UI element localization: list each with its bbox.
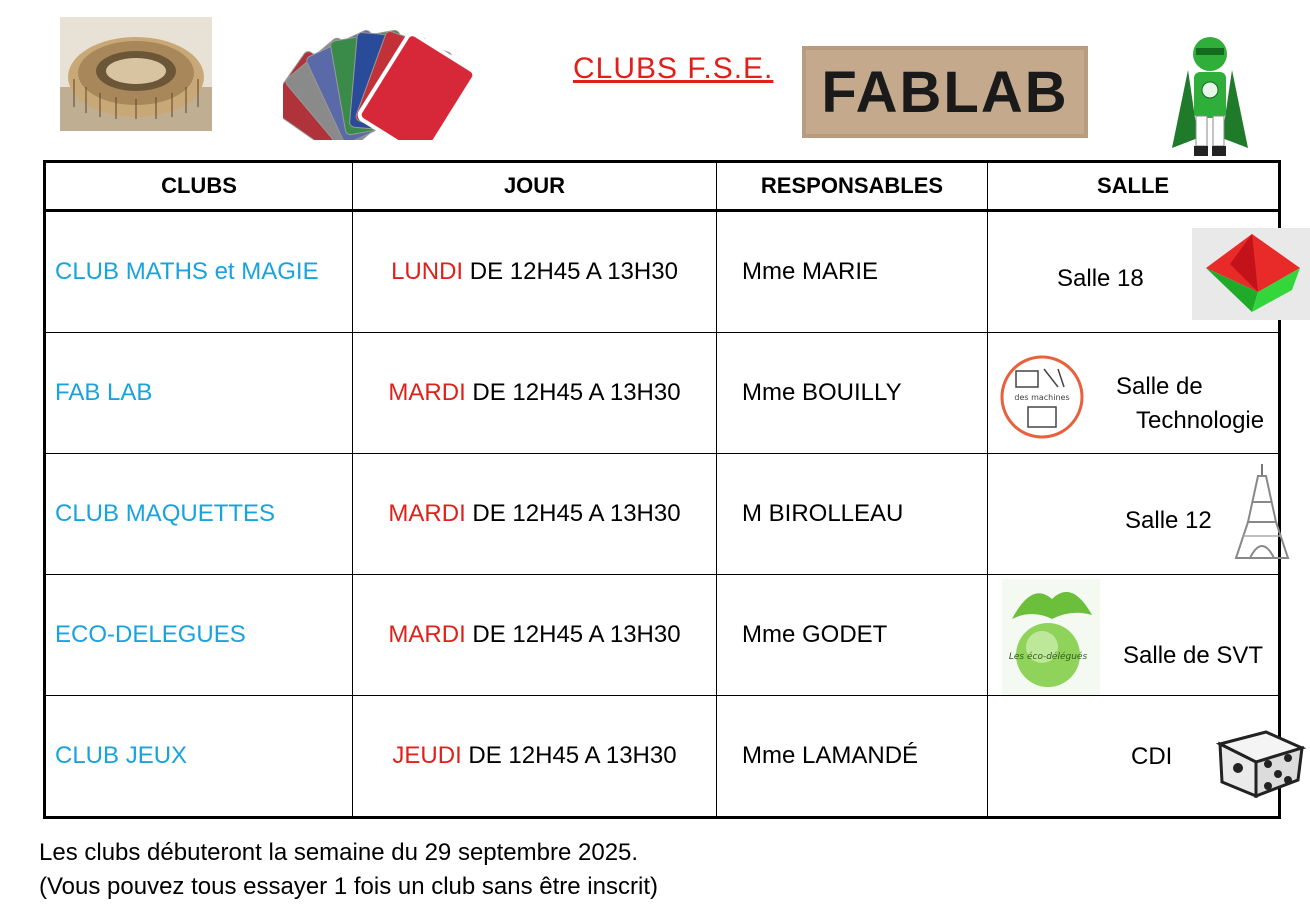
club-day: MARDI <box>388 379 466 406</box>
club-schedule <box>353 575 717 696</box>
clubs-table <box>43 160 1281 819</box>
table-header-row <box>45 162 1280 211</box>
page-title: CLUBS F.S.E. <box>573 52 774 85</box>
club-salle <box>988 211 1280 333</box>
club-salle <box>988 454 1280 575</box>
origami-icon <box>1192 228 1310 327</box>
column-header-salle: SALLE <box>988 162 1280 211</box>
club-name: CLUB MAQUETTES <box>45 454 353 575</box>
club-time: DE 12H45 A 13H30 <box>465 621 681 648</box>
club-responsable: Mme MARIE <box>717 211 988 333</box>
club-salle <box>988 696 1280 818</box>
machines-icon <box>998 355 1086 446</box>
club-day: MARDI <box>388 500 466 527</box>
salle-label: Salle 12 <box>1125 507 1212 534</box>
table-row <box>45 696 1280 818</box>
club-time: DE 12H45 A 13H30 <box>465 379 681 406</box>
club-responsable: Mme LAMANDÉ <box>717 696 988 818</box>
club-schedule <box>353 211 717 333</box>
club-schedule <box>353 454 717 575</box>
footer-note <box>39 836 658 904</box>
club-name: CLUB JEUX <box>45 696 353 818</box>
club-schedule <box>353 333 717 454</box>
footer-line-trial-info: (Vous pouvez tous essayer 1 fois un club sans être inscrit) <box>39 873 658 900</box>
club-name: FAB LAB <box>45 333 353 454</box>
club-salle <box>988 575 1280 696</box>
eco-delegues-icon-text: Les éco-délégués <box>1008 652 1088 662</box>
table-row <box>45 454 1280 575</box>
green-earth-icon <box>1002 579 1100 702</box>
salle-label: CDI <box>1131 743 1173 770</box>
club-responsable: Mme GODET <box>717 575 988 696</box>
column-header-jour: JOUR <box>353 162 717 211</box>
salle-label-line2: Technologie <box>1136 407 1265 434</box>
machines-icon-text: des machines <box>1014 393 1070 402</box>
colosseum-model-image <box>60 17 212 131</box>
footer-line-start-date: Les clubs débuteront la semaine du 29 septembre 2025. <box>39 839 639 866</box>
club-time: DE 12H45 A 13H30 <box>463 258 678 285</box>
club-name: CLUB MATHS et MAGIE <box>45 211 353 333</box>
table-row <box>45 333 1280 454</box>
club-responsable: Mme BOUILLY <box>717 333 988 454</box>
club-day: LUNDI <box>391 258 464 285</box>
club-day: JEUDI <box>392 742 462 769</box>
fablab-sign-text: FABLAB <box>821 60 1069 125</box>
dice-icon <box>1212 718 1308 805</box>
club-time: DE 12H45 A 13H30 <box>465 500 681 527</box>
playing-cards-image <box>283 17 483 140</box>
club-time: DE 12H45 A 13H30 <box>461 742 677 769</box>
salle-label: Salle 18 <box>1057 265 1144 292</box>
table-row <box>45 575 1280 696</box>
club-salle <box>988 333 1280 454</box>
table-row <box>45 211 1280 333</box>
eco-hero-image <box>1168 30 1252 160</box>
salle-label: Salle de SVT <box>1123 642 1264 669</box>
column-header-clubs: CLUBS <box>45 162 353 211</box>
club-schedule <box>353 696 717 818</box>
fablab-sign-image <box>802 46 1088 138</box>
salle-label-line1: Salle de <box>1116 373 1203 400</box>
club-name: ECO-DELEGUES <box>45 575 353 696</box>
eiffel-tower-icon <box>1232 462 1292 569</box>
column-header-responsables: RESPONSABLES <box>717 162 988 211</box>
club-responsable: M BIROLLEAU <box>717 454 988 575</box>
club-day: MARDI <box>388 621 466 648</box>
